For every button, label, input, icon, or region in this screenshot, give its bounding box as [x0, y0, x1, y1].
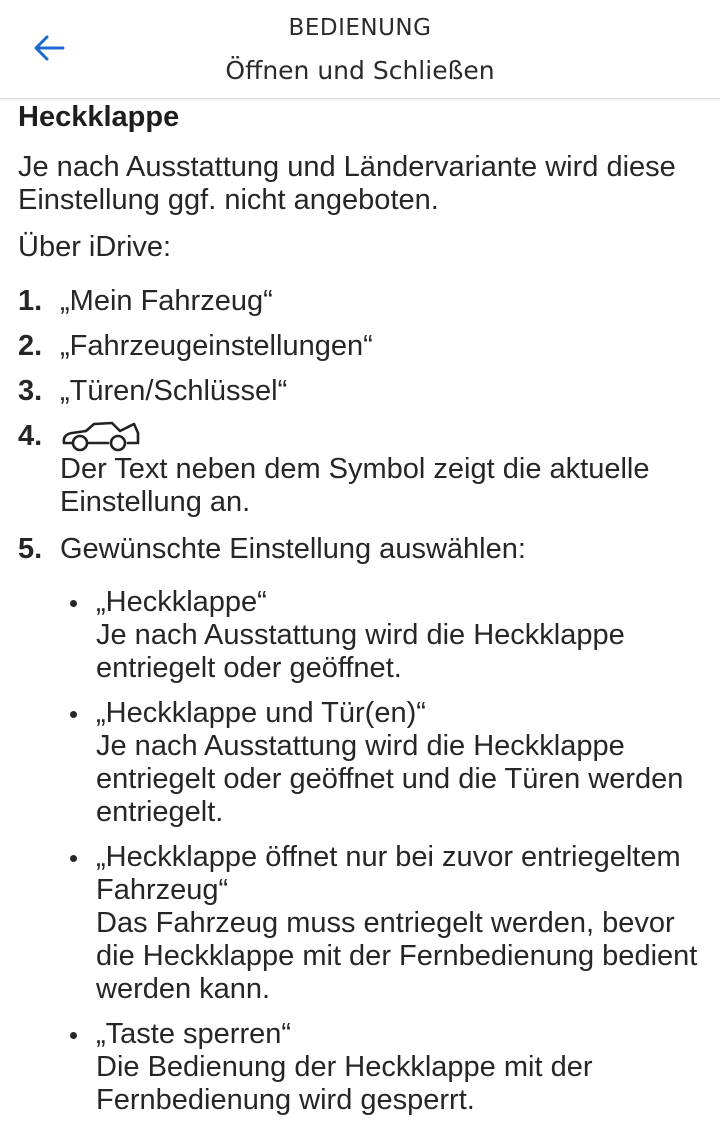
step-number: 4. [18, 420, 43, 452]
option-item [60, 586, 708, 685]
app-bar [0, 0, 720, 99]
step-text: „Mein Fahrzeug“ [60, 285, 273, 317]
option-title: „Heckklappe“ [96, 586, 267, 618]
step-item [18, 330, 708, 363]
intro-text: Je nach Ausstattung und Ländervariante wird diese Einstellung ggf. nicht angeboten. [18, 151, 676, 216]
step-text: Der Text neben dem Symbol zeigt die aktuelle Einstellung an. [60, 453, 650, 518]
option-item [60, 841, 708, 1006]
option-description: Die Bedienung der Heckklappe mit der Fernbedienung wird gesperrt. [96, 1051, 593, 1116]
step-item [18, 285, 708, 318]
step-item [18, 375, 708, 408]
bullet [70, 711, 77, 718]
bullet [70, 1032, 77, 1039]
options-list [60, 586, 708, 1117]
step-number: 5. [18, 533, 43, 565]
bullet [70, 855, 77, 862]
step-item [18, 533, 708, 1117]
step-text: „Fahrzeugeinstellungen“ [60, 330, 373, 362]
step-number: 3. [18, 375, 43, 407]
step-text: „Türen/Schlüssel“ [60, 375, 288, 407]
car-tailgate-icon [60, 420, 140, 453]
idrive-label: Über iDrive: [18, 231, 172, 263]
option-description: Je nach Ausstattung wird die Heckklappe entriegelt oder geöffnet. [96, 619, 625, 684]
option-title: „Heckklappe öffnet nur bei zuvor entriegeltem Fahrzeug“ [96, 841, 681, 906]
step-item [18, 420, 708, 519]
bullet [70, 600, 77, 607]
option-title: „Taste sperren“ [96, 1018, 292, 1050]
option-item [60, 697, 708, 829]
option-description: Je nach Ausstattung wird die Heckklappe entriegelt oder geöffnet und die Türen werden entriegelt. [96, 730, 684, 828]
section-label: BEDIENUNG [288, 15, 432, 41]
option-item [60, 1018, 708, 1117]
option-title: „Heckklappe und Tür(en)“ [96, 697, 426, 729]
step-text: Gewünschte Einstellung auswählen: [60, 533, 526, 565]
steps-list [18, 285, 708, 1117]
section-heading: Heckklappe [18, 101, 180, 133]
page-title: Öffnen und Schließen [225, 56, 495, 85]
option-description: Das Fahrzeug muss entriegelt werden, bevor die Heckklappe mit der Fernbedienung bedient werden kann. [96, 907, 698, 1005]
step-number: 1. [18, 285, 43, 317]
step-number: 2. [18, 330, 43, 362]
manual-content [18, 100, 708, 1129]
